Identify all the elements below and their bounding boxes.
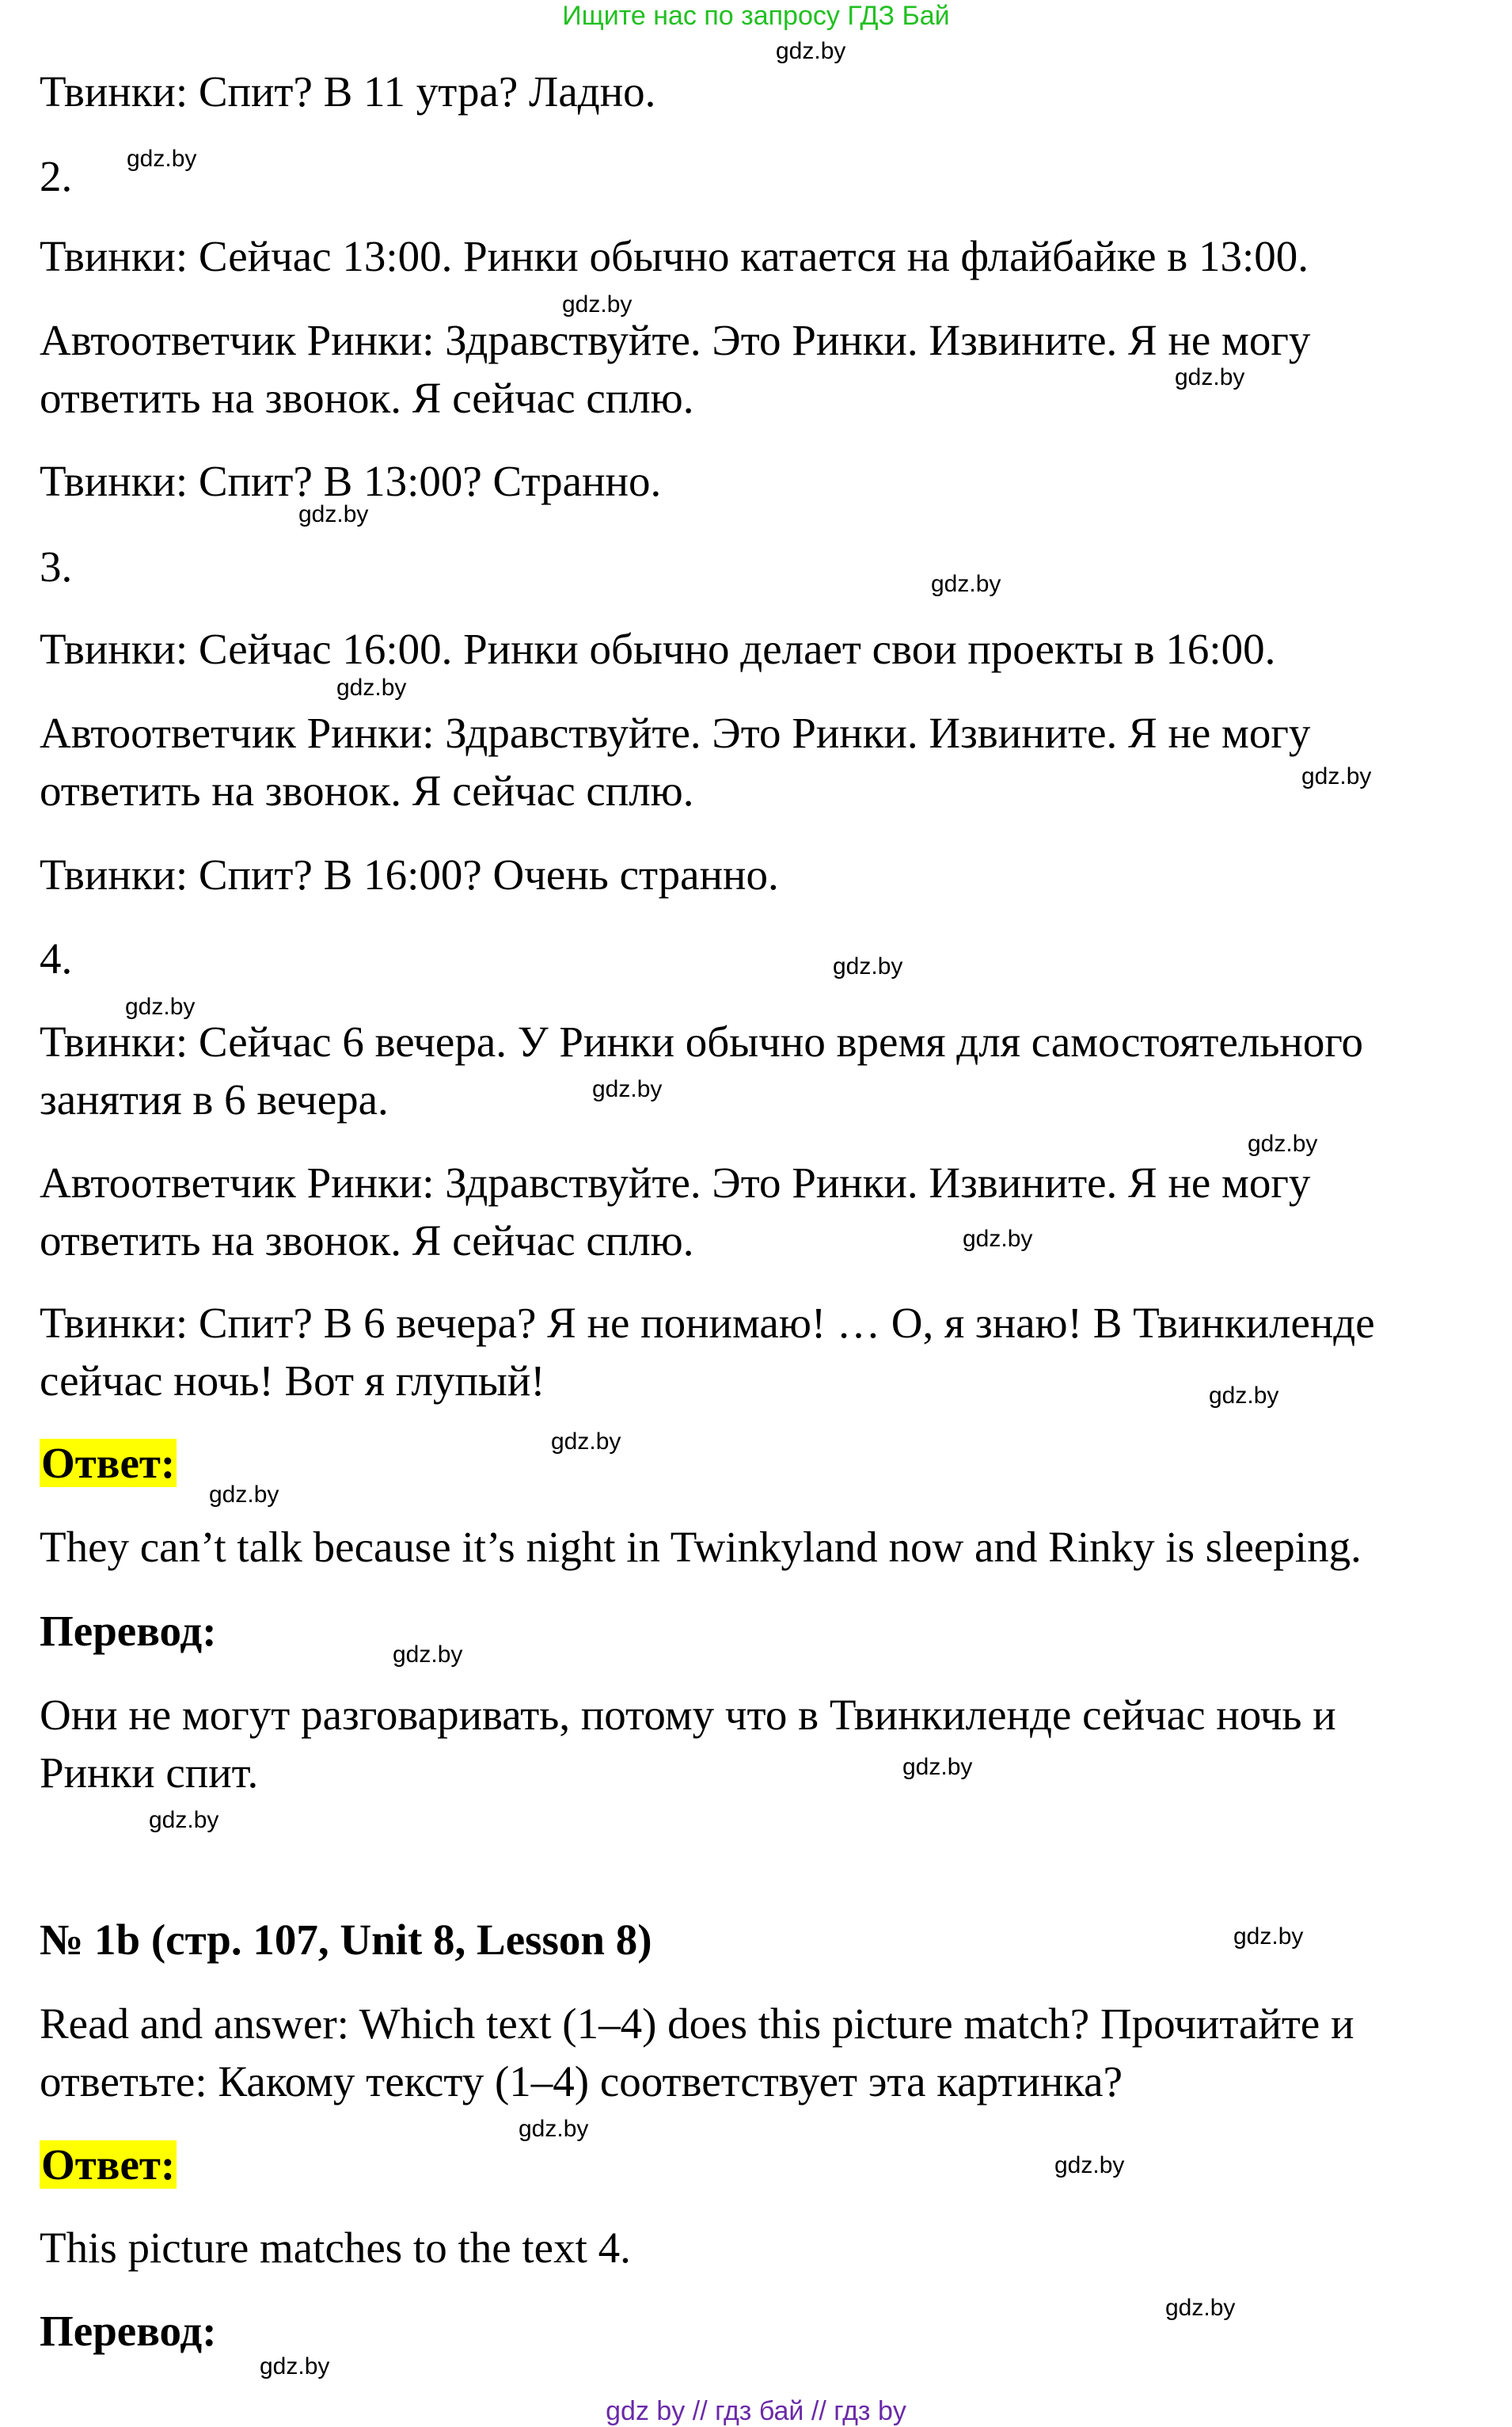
watermark: gdz.by <box>336 675 407 701</box>
dialogue-line: Твинки: Спит? В 13:00? Странно. <box>40 457 662 505</box>
section-number: 3. <box>40 542 73 591</box>
watermark: gdz.by <box>1165 2295 1236 2321</box>
dialogue-line: Твинки: Спит? В 16:00? Очень странно. <box>40 850 779 899</box>
dialogue-line: Автоответчик Ринки: Здравствуйте. Это Ринки. Извините. Я не могу <box>40 709 1311 757</box>
watermark: gdz.by <box>1233 1923 1304 1950</box>
watermark: gdz.by <box>393 1641 463 1668</box>
watermark: gdz.by <box>833 953 903 980</box>
watermark: gdz.by <box>127 146 197 172</box>
section-number: 4. <box>40 934 73 983</box>
watermark: gdz.by <box>1209 1383 1279 1409</box>
dialogue-line: Твинки: Сейчас 6 вечера. У Ринки обычно время для самостоятельного <box>40 1018 1364 1066</box>
answer-text: They can’t talk because it’s night in Twinkyland now and Rinky is sleeping. <box>40 1523 1362 1571</box>
dialogue-line: Твинки: Спит? В 6 вечера? Я не понимаю! … О, я знаю! В Твинкиленде <box>40 1299 1375 1347</box>
answer-heading-text: Ответ: <box>41 2140 176 2189</box>
header-banner[interactable]: Ищите нас по запросу ГДЗ Бай <box>562 1 950 31</box>
watermark: gdz.by <box>776 38 846 64</box>
dialogue-line: ответить на звонок. Я сейчас сплю. <box>40 767 694 815</box>
watermark: gdz.by <box>298 501 369 527</box>
watermark: gdz.by <box>551 1428 621 1455</box>
watermark: gdz.by <box>1054 2152 1125 2178</box>
answer-text: This picture matches to the text 4. <box>40 2223 631 2272</box>
watermark: gdz.by <box>1301 763 1372 789</box>
watermark: gdz.by <box>931 571 1001 597</box>
dialogue-line: занятия в 6 вечера. <box>40 1075 389 1124</box>
exercise-task: Read and answer: Which text (1–4) does this picture match? Прочитайте и <box>40 1999 1354 2048</box>
watermark: gdz.by <box>149 1807 219 1833</box>
dialogue-line: Твинки: Спит? В 11 утра? Ладно. <box>40 67 656 116</box>
watermark: gdz.by <box>902 1754 973 1780</box>
dialogue-line: ответить на звонок. Я сейчас сплю. <box>40 374 694 422</box>
footer-banner[interactable]: gdz by // гдз бай // гдз by <box>606 2396 906 2426</box>
watermark: gdz.by <box>562 291 633 318</box>
watermark: gdz.by <box>963 1226 1033 1252</box>
answer-heading <box>40 1440 177 1487</box>
translation-text: Они не могут разговаривать, потому что в Твинкиленде сейчас ночь и <box>40 1691 1336 1739</box>
watermark: gdz.by <box>1248 1131 1318 1157</box>
dialogue-line: Твинки: Сейчас 16:00. Ринки обычно делает свои проекты в 16:00. <box>40 625 1276 673</box>
watermark: gdz.by <box>519 2116 589 2142</box>
translation-text: Ринки спит. <box>40 1748 259 1797</box>
watermark: gdz.by <box>209 1482 279 1508</box>
translation-heading: Перевод: <box>40 2307 217 2355</box>
watermark: gdz.by <box>1175 364 1245 390</box>
exercise-task: ответьте: Какому тексту (1–4) соответствует эта картинка? <box>40 2057 1123 2106</box>
answer-heading <box>40 2141 177 2189</box>
watermark: gdz.by <box>125 994 196 1020</box>
dialogue-line: Автоответчик Ринки: Здравствуйте. Это Ринки. Извините. Я не могу <box>40 316 1311 364</box>
dialogue-line: Автоответчик Ринки: Здравствуйте. Это Ринки. Извините. Я не могу <box>40 1158 1311 1207</box>
answer-heading-text: Ответ: <box>41 1439 176 1487</box>
translation-heading: Перевод: <box>40 1607 217 1655</box>
dialogue-line: Твинки: Сейчас 13:00. Ринки обычно катается на флайбайке в 13:00. <box>40 232 1309 280</box>
watermark: gdz.by <box>592 1076 663 1102</box>
watermark: gdz.by <box>260 2353 330 2379</box>
dialogue-line: ответить на звонок. Я сейчас сплю. <box>40 1216 694 1265</box>
dialogue-line: сейчас ночь! Вот я глупый! <box>40 1356 545 1405</box>
exercise-title: № 1b (стр. 107, Unit 8, Lesson 8) <box>40 1915 652 1964</box>
section-number: 2. <box>40 152 73 200</box>
